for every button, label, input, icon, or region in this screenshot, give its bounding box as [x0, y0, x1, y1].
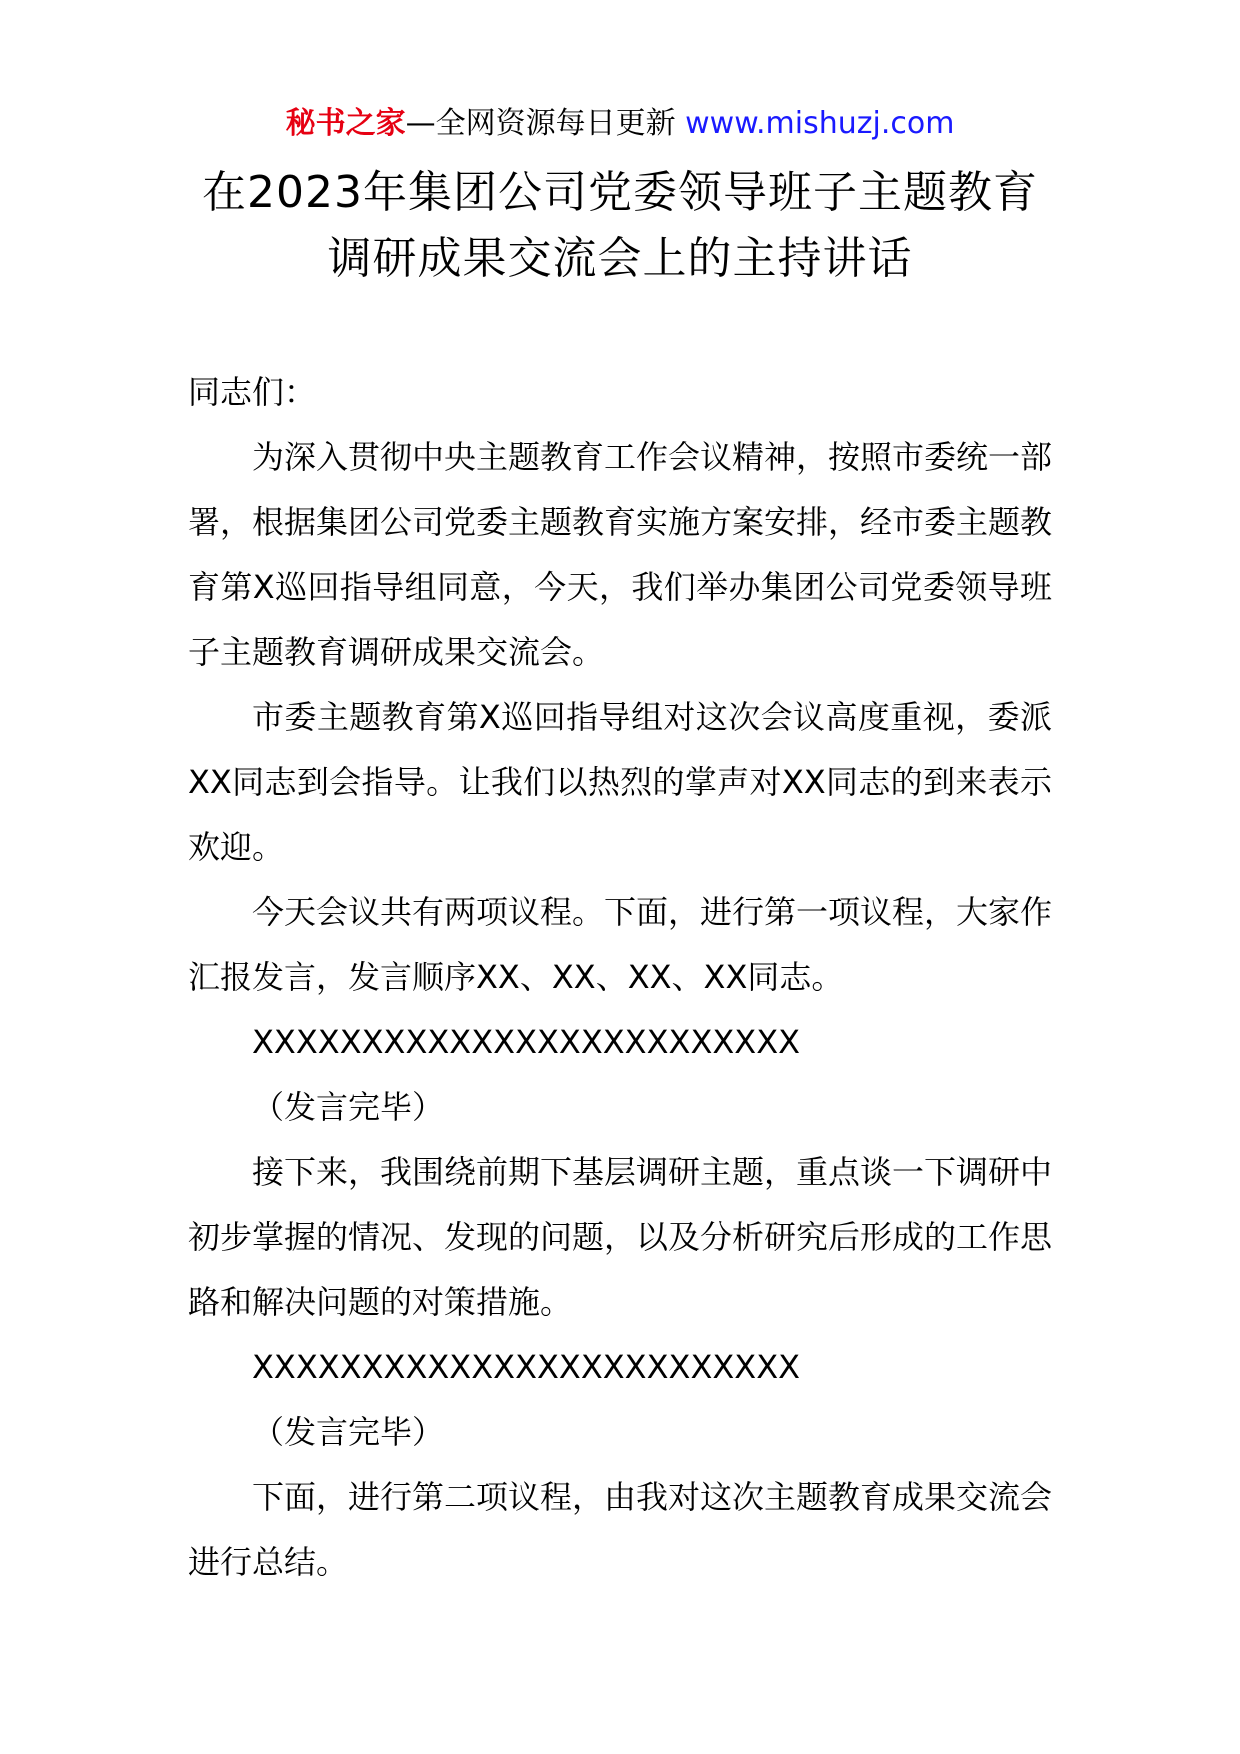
paragraph-3: 今天会议共有两项议程。下面，进行第一项议程，大家作汇报发言，发言顺序XX、XX、XX、XX同志。 [188, 893, 1053, 996]
placeholder-line-1: XXXXXXXXXXXXXXXXXXXXXXXXX [252, 1023, 801, 1061]
site-header [0, 104, 1240, 144]
placeholder-line-2: XXXXXXXXXXXXXXXXXXXXXXXXX [252, 1348, 801, 1386]
speech-end-note-1: （发言完毕） [252, 1088, 445, 1126]
title-line-2: 调研成果交流会上的主持讲话 [327, 233, 913, 284]
site-url[interactable]: www.mishuzj.com [685, 106, 955, 141]
brand-name: 秘书之家 [285, 106, 406, 141]
title-line-1: 在2023年集团公司党委领导班子主题教育 [202, 167, 1038, 218]
document-title [140, 160, 1100, 292]
speech-end-note-2: （发言完毕） [252, 1413, 445, 1451]
tagline: —全网资源每日更新 [405, 106, 676, 141]
paragraph-2: 市委主题教育第X巡回指导组对这次会议高度重视，委派XX同志到会指导。让我们以热烈的掌声对XX同志的到来表示欢迎。 [188, 698, 1052, 866]
document-body [188, 360, 1052, 1595]
salutation: 同志们： [188, 373, 317, 411]
paragraph-5: 下面，进行第二项议程，由我对这次主题教育成果交流会进行总结。 [188, 1478, 1053, 1581]
paragraph-4: 接下来，我围绕前期下基层调研主题，重点谈一下调研中初步掌握的情况、发现的问题，以及分析研究后形成的工作思路和解决问题的对策措施。 [188, 1153, 1053, 1321]
paragraph-1: 为深入贯彻中央主题教育工作会议精神，按照市委统一部署，根据集团公司党委主题教育实施方案安排，经市委主题教育第X巡回指导组同意，今天，我们举办集团公司党委领导班子主题教育调研成果交流会。 [188, 438, 1053, 671]
